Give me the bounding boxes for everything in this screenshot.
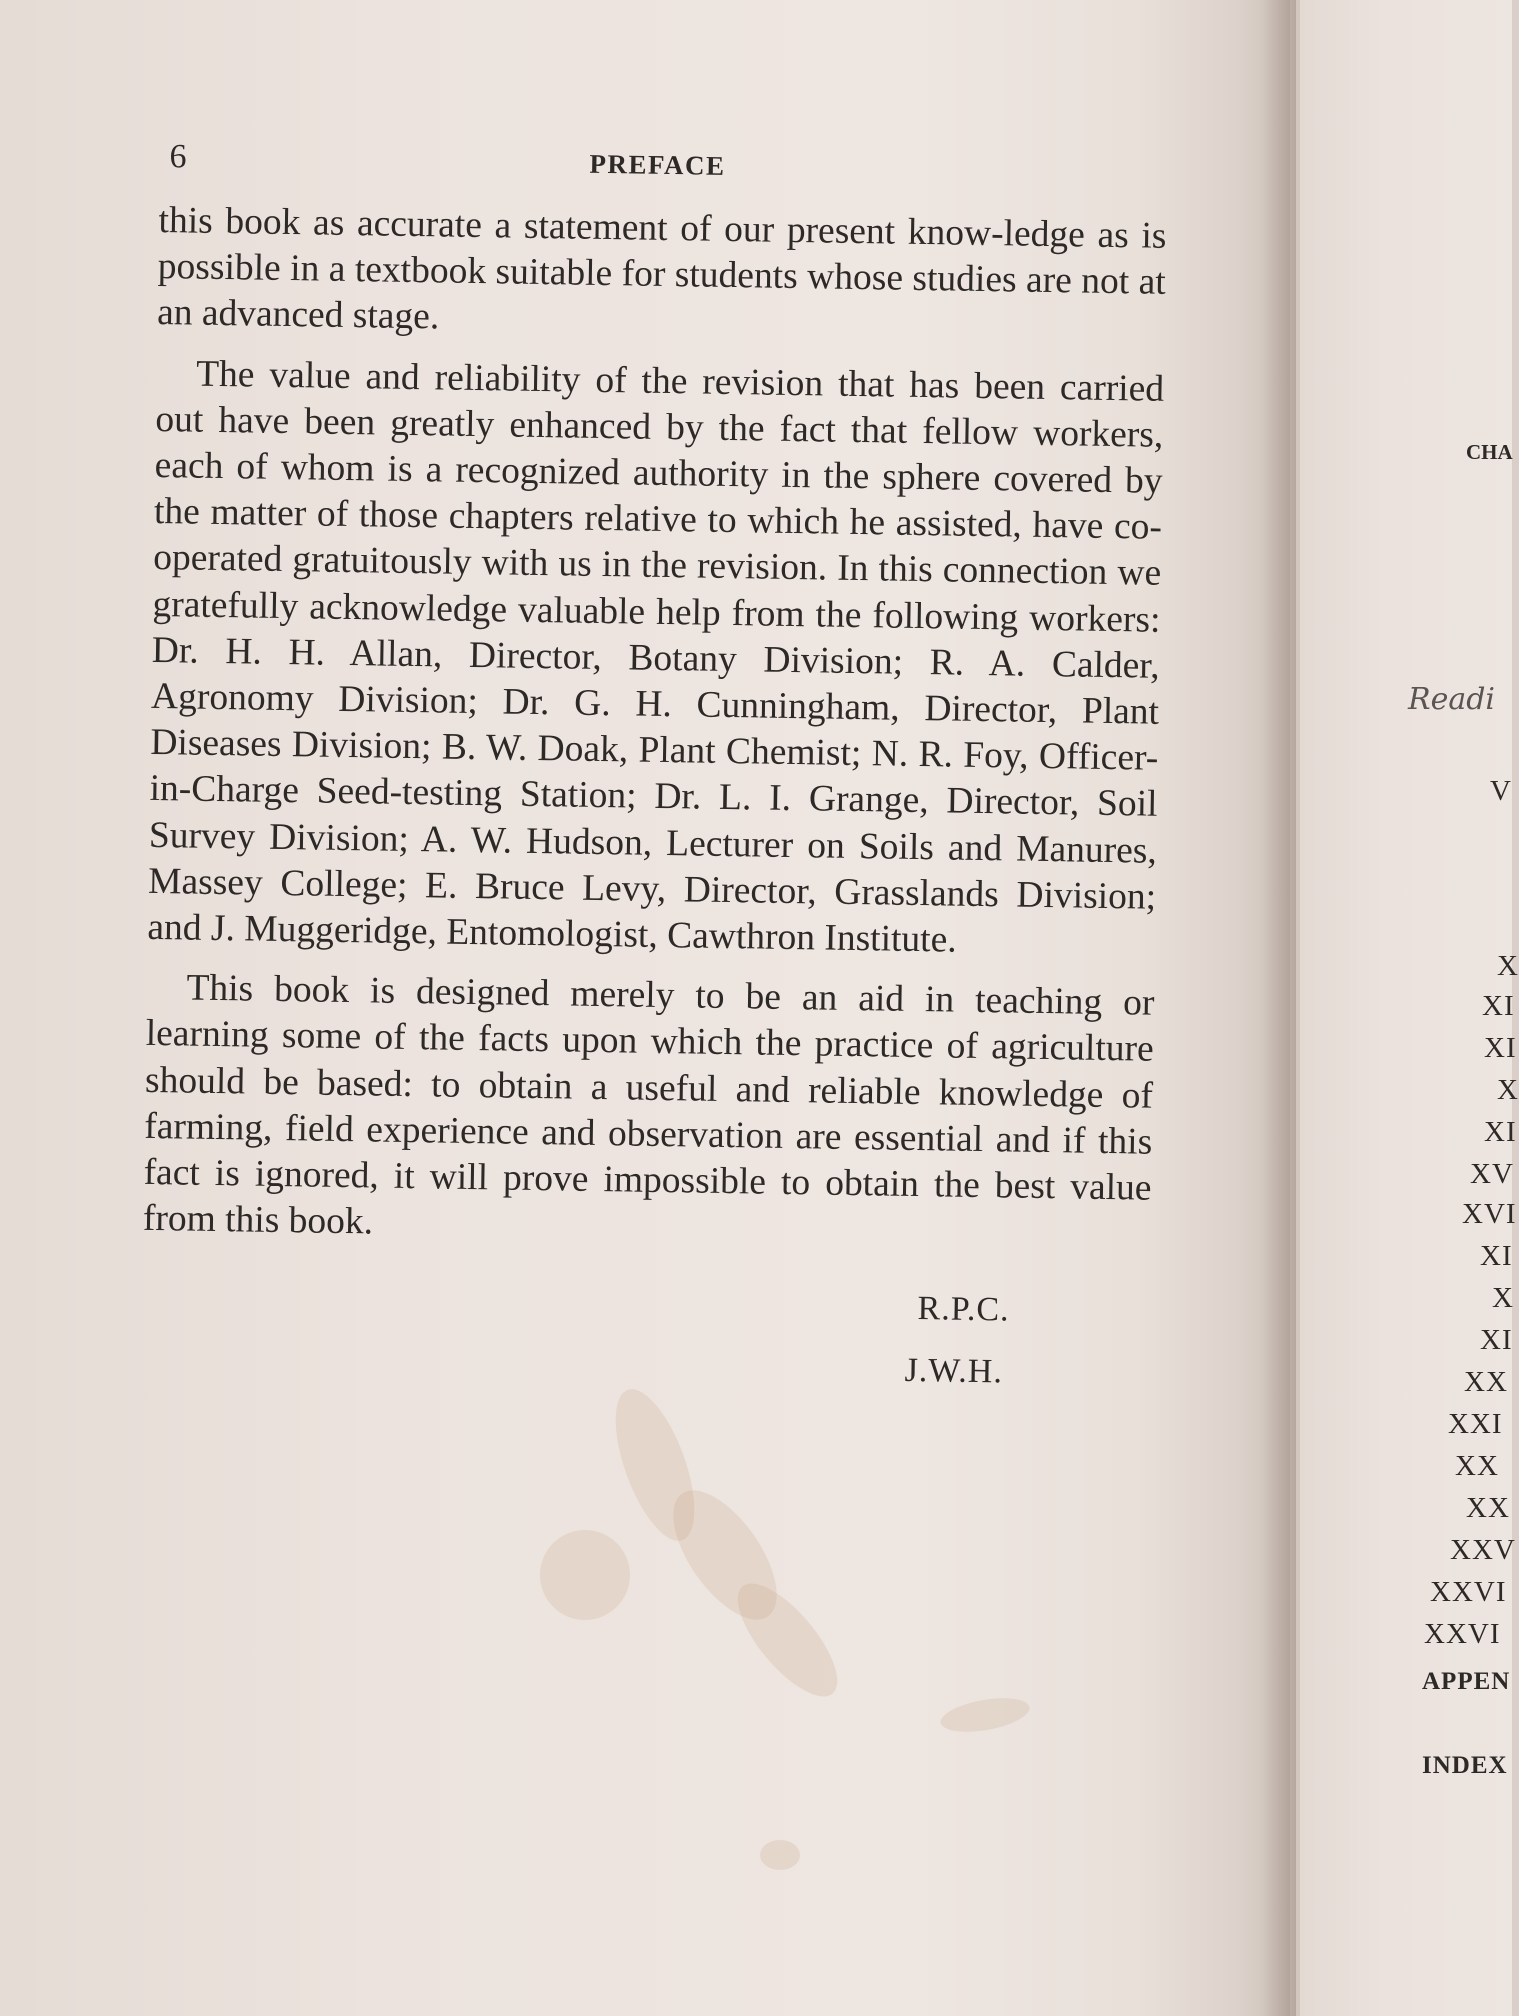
chapter-numeral: V — [1490, 775, 1512, 807]
page-number: 6 — [169, 138, 187, 176]
chapter-numeral: XVI — [1462, 1198, 1517, 1230]
contents-index: INDEX — [1422, 1752, 1508, 1779]
chapter-numeral: XI — [1480, 1240, 1513, 1272]
chapter-numeral: XI — [1480, 1324, 1513, 1356]
paragraph: this book as accurate a statement of our present know-ledge as is possible in a textbook suitable for students whose studies are not at an advanced stage. — [156, 199, 1167, 338]
paragraph: The value and reliability of the revision that has been carried out have been greatly enhanced by the fact that fellow workers, each of whom is a recognized authority in the sphere covered by the matter of those chapters relative to which he assisted, have co-operated gratuitously with us in the revision. In this connection we gratefully acknowledge valuable help from the following workers: Dr. H. H. Allan, Director, Botany Division; R. A. Calder, Agronomy Division; Dr. G. H. Cunningham, Director, Plant Diseases Division; B. W. Doak, Plant Chemist; N. R. Foy, Officer-in-Charge Seed-testing Station; Dr. L. I. Grange, Director, Soil Survey Division; A. W. Hudson, Lecturer on Soils and Manures, Massey College; E. Bruce Levy, Director, Grasslands Division; and J. Muggeridge, Entomologist, Cawthron Institute. — [147, 353, 1165, 961]
chapter-numeral: XV — [1470, 1158, 1514, 1190]
chapter-numeral: X — [1497, 950, 1519, 982]
chapter-numeral: XX — [1466, 1492, 1510, 1524]
chapter-numeral: XX — [1464, 1366, 1508, 1398]
chapter-numeral: X — [1492, 1282, 1514, 1314]
chapter-numeral: XXVI — [1430, 1576, 1507, 1608]
chapter-numeral: XXI — [1448, 1408, 1503, 1440]
chapter-numeral: XXV — [1450, 1534, 1516, 1566]
contents-appendix: APPEN — [1422, 1668, 1511, 1695]
signature-initials: J.W.H. — [904, 1352, 1004, 1391]
chapter-numeral: XI — [1484, 1032, 1517, 1064]
handwritten-note: Readi — [1408, 682, 1496, 717]
chapter-numeral: X — [1497, 1074, 1519, 1106]
chapter-numeral: XX — [1455, 1450, 1499, 1482]
chapter-numeral: XI — [1482, 990, 1515, 1022]
right-page — [1300, 0, 1512, 2016]
water-stain — [760, 1840, 800, 1870]
water-stain — [540, 1530, 630, 1620]
contents-chapter-header: CHA — [1466, 440, 1513, 464]
chapter-numeral: XI — [1484, 1116, 1517, 1148]
page-content — [140, 130, 1170, 1414]
signature-initials: R.P.C. — [917, 1290, 1010, 1329]
chapter-numeral: XXVI — [1424, 1618, 1501, 1650]
paragraph: This book is designed merely to be an aid in teaching or learning some of the facts upon which the practice of agriculture should be based: to obtain a useful and reliable knowledge of farming, field experience and observation are essential and if this fact is ignored, it will prove impossible to obtain the best value from this book. — [142, 967, 1155, 1243]
signatures — [140, 1278, 1152, 1414]
running-head-title: PREFACE — [589, 148, 726, 181]
